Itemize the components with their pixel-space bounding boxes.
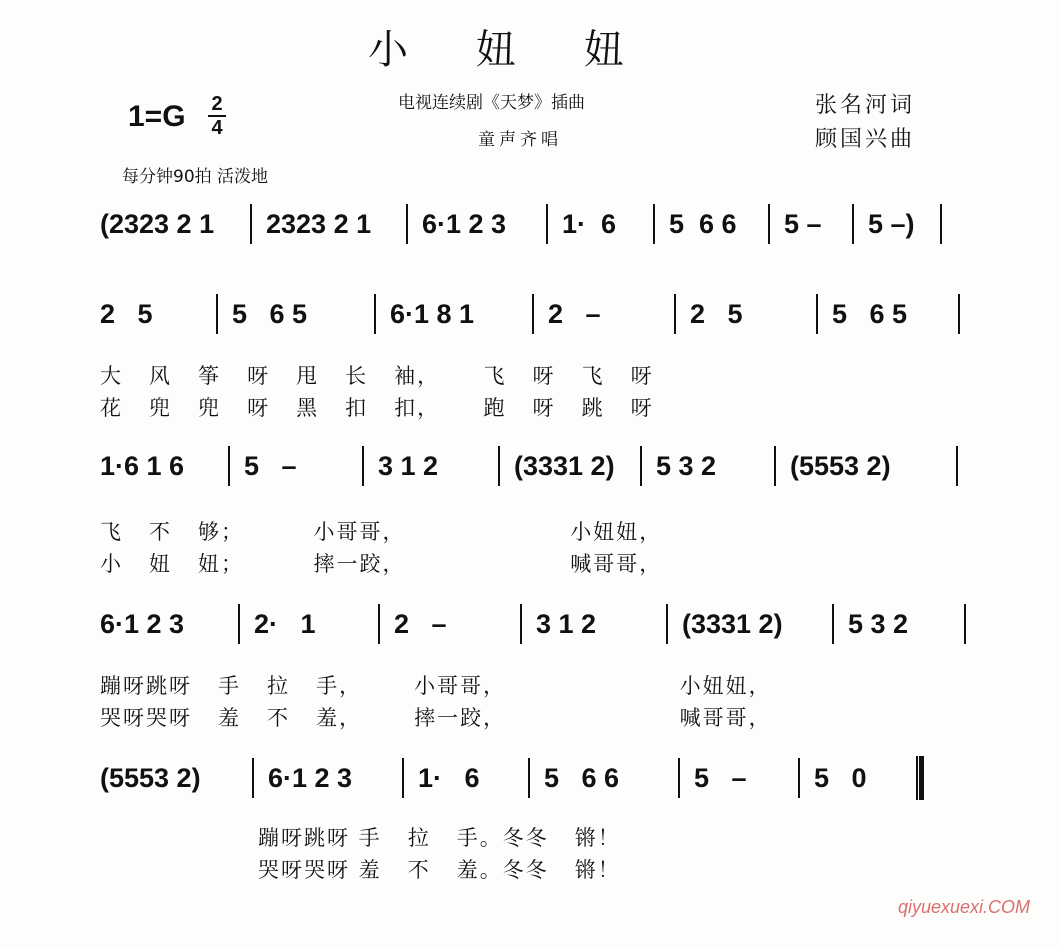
measure: 5 0 (814, 762, 867, 793)
measure: 5 6 6 (669, 208, 737, 239)
measure: 5 – (694, 762, 747, 793)
staff-row-1 (100, 204, 942, 244)
lyrics-verse-2: 花 兜 兜 呀 黑 扣 扣， 跑 呀 跳 呀 (100, 396, 654, 420)
lyrics-verse-2: 哭呀哭呀 羞 不 羞， 摔一跤， 喊哥哥， (100, 706, 772, 730)
bar-line (940, 204, 942, 244)
measure: 5 – (784, 208, 822, 239)
time-top: 2 (211, 93, 223, 115)
watermark: qiyuexuexi.COM (897, 897, 1030, 917)
measure: 2 5 (100, 298, 153, 329)
lyricist: 张名河词 (815, 93, 916, 118)
time-bottom: 4 (211, 117, 223, 139)
measure: 1· 6 (562, 208, 617, 239)
subtitle: 电视连续剧《天梦》插曲 (398, 93, 585, 113)
measure: 5 6 5 (232, 298, 308, 329)
measure: 1·6 1 6 (100, 450, 185, 481)
measure: 6·1 2 3 (268, 762, 353, 793)
staff-row-4 (100, 604, 966, 644)
lyrics-verse-2: 小 妞 妞； 摔一跤， 喊哥哥， (100, 552, 663, 576)
performance-note: 童声齐唱 (478, 130, 562, 150)
measure: 5 3 2 (848, 608, 909, 639)
measure: 5 6 6 (544, 762, 620, 793)
measure: 5 3 2 (656, 450, 717, 481)
lyrics-verse-1: 大 风 筝 呀 甩 长 袖， 飞 呀 飞 呀 (100, 364, 654, 388)
tempo-marking: 每分钟90拍 活泼地 (122, 167, 269, 187)
bar-line (964, 604, 966, 644)
measure: 2323 2 1 (266, 208, 372, 239)
composer: 顾国兴曲 (815, 127, 916, 152)
measure: 6·1 8 1 (390, 298, 475, 329)
bar-line (958, 294, 960, 334)
measure: 5 6 5 (832, 298, 908, 329)
lyrics-verse-2: 哭呀哭呀 羞 不 羞。冬冬 锵！ (258, 858, 621, 882)
key-signature: 1=G (128, 100, 186, 133)
lyrics-verse-1: 飞 不 够； 小哥哥， 小妞妞， (100, 520, 663, 544)
lyrics-verse-1: 蹦呀跳呀 手 拉 手， 小哥哥， 小妞妞， (100, 674, 772, 698)
measure: 1· 6 (418, 762, 480, 793)
measure: 6·1 2 3 (422, 208, 507, 239)
measure: 3 1 2 (378, 450, 439, 481)
staff-row-5 (100, 758, 924, 798)
staff-row-3 (100, 446, 958, 486)
measure: 2 – (548, 298, 601, 329)
measure: 5 – (244, 450, 297, 481)
measure: (3331 2) (682, 608, 783, 639)
measure: 2· 1 (254, 608, 316, 639)
final-bar-line (916, 756, 924, 800)
measure: (3331 2) (514, 450, 615, 481)
measure: 3 1 2 (536, 608, 597, 639)
measure: 5 –) (868, 208, 915, 239)
measure: (5553 2) (100, 762, 201, 793)
measure: 6·1 2 3 (100, 608, 185, 639)
staff-row-2 (100, 294, 960, 334)
measure: (2323 2 1 (100, 208, 215, 239)
lyrics-verse-1: 蹦呀跳呀 手 拉 手。冬冬 锵！ (258, 826, 621, 850)
song-title: 小妞妞 (368, 27, 692, 73)
measure: (5553 2) (790, 450, 891, 481)
measure: 2 – (394, 608, 447, 639)
bar-line (956, 446, 958, 486)
time-signature (208, 94, 226, 138)
measure: 2 5 (690, 298, 743, 329)
